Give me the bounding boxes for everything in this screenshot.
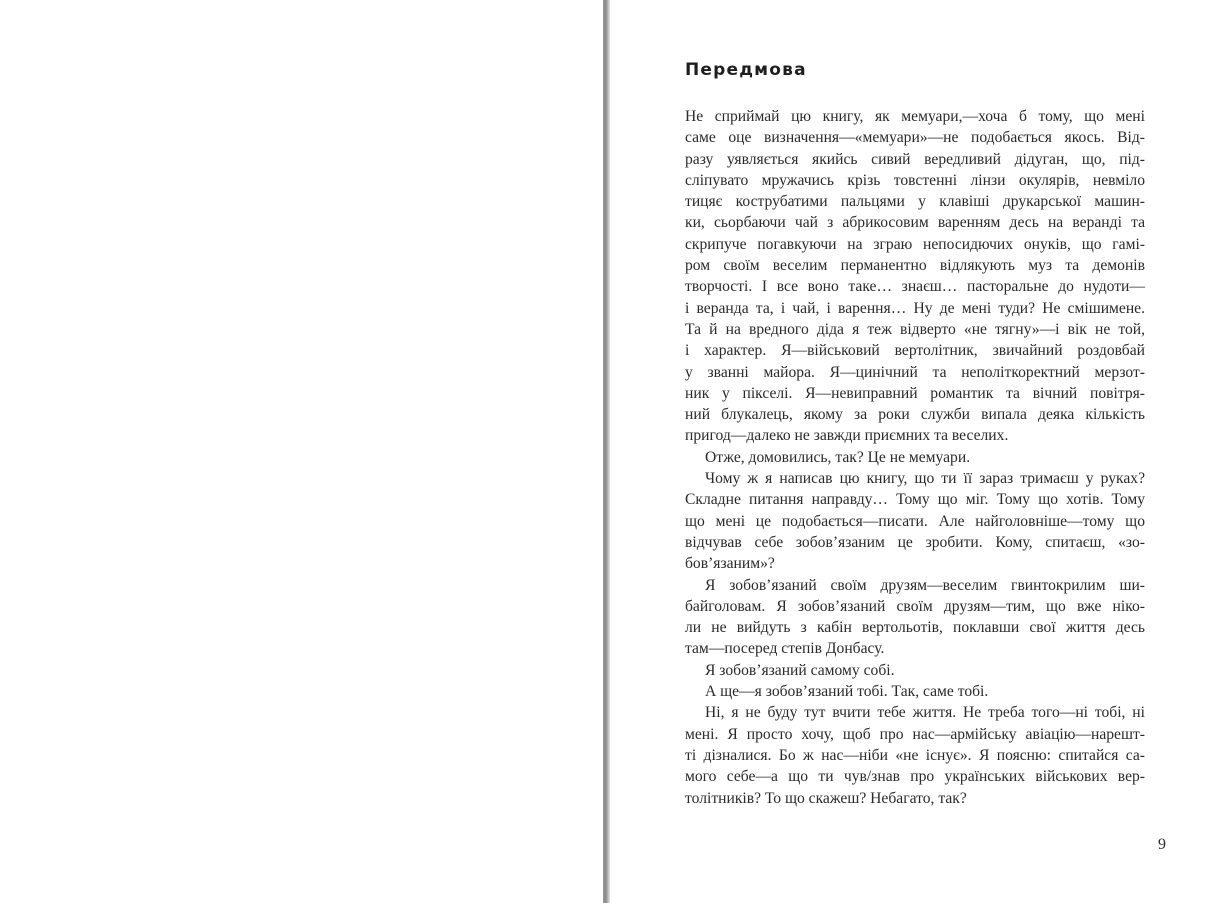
text-line: сліпувато мружачись крізь товстенні лінзи окулярів, невміло bbox=[685, 171, 1145, 189]
text-line: разу уявляється якийсь сивий вередливий дідуган, що, під- bbox=[685, 150, 1145, 168]
text-line: толітників? То що скажеш? Небагато, так? bbox=[685, 789, 967, 807]
text-line: пригод—далеко не завжди приємних та веселих. bbox=[685, 427, 1009, 445]
text-line: ний блукалець, якому за роки служби випала деяка кількість bbox=[685, 406, 1145, 424]
text-line: ті дізналися. Бо ж нас—ніби «не існує». Я поясню: спитайся са- bbox=[685, 746, 1145, 764]
text-line: Складне питання направду… Тому що міг. Тому що хотів. Тому bbox=[685, 491, 1145, 509]
right-page bbox=[610, 0, 1214, 903]
text-line: і характер. Я—військовий вертолітник, звичайний роздовбай bbox=[685, 342, 1145, 360]
text-line: Та й на вредного діда я теж відверто «не тягну»—і вік не той, bbox=[685, 320, 1145, 338]
text-line: байголовам. Я зобов’язаний своїм друзям—тим, що вже ніко- bbox=[685, 597, 1145, 615]
text-line: і веранда та, і чай, і варення… Ну де мені туди? Не смішимене. bbox=[685, 299, 1145, 317]
left-page-blank bbox=[0, 0, 603, 903]
text-line: бов’язаним»? bbox=[685, 555, 775, 573]
text-line: у званні майора. Я—цинічний та неполіткоректний мерзот- bbox=[685, 363, 1145, 381]
text-line: відчував себе зобов’язаним це зробити. Кому, спитаєш, «зо- bbox=[685, 533, 1145, 551]
text-line: Я зобов’язаний самому собі. bbox=[705, 661, 895, 679]
text-line: Не сприймай цю книгу, як мемуари,—хоча б тому, що мені bbox=[685, 108, 1145, 125]
text-line: ром своїм веселим перманентно відлякують муз та демонів bbox=[685, 257, 1145, 275]
text-line: творчості. І все воно таке… знаєш… пасторальне до нудоти— bbox=[685, 278, 1145, 296]
body-text bbox=[685, 106, 1145, 809]
text-line: саме оце визначення—«мемуари»—не подобається якось. Від- bbox=[685, 129, 1145, 147]
text-line: А ще—я зобов’язаний тобі. Так, саме тобі. bbox=[705, 683, 989, 701]
text-line: скрипуче погавкуючи на зграю непосидючих онуків, що гамі- bbox=[685, 235, 1145, 253]
page-number: 9 bbox=[1158, 836, 1166, 853]
text-line: що мені це подобається—писати. Але найголовніше—тому що bbox=[685, 512, 1145, 530]
text-line: Я зобов’язаний своїм друзям—веселим гвинтокрилим ши- bbox=[705, 576, 1145, 594]
text-line: мого себе—а що ти чув/знав про українських військових вер- bbox=[685, 768, 1145, 786]
chapter-title: Передмова bbox=[685, 60, 807, 80]
text-line: ник у пікселі. Я—невиправний романтик та вічний повітря- bbox=[685, 384, 1145, 402]
text-line: Ні, я не буду тут вчити тебе життя. Не треба того—ні тобі, ні bbox=[705, 704, 1145, 722]
text-line: мені. Я просто хочу, щоб про нас—армійську авіацію—нарешт- bbox=[685, 725, 1145, 743]
book-gutter bbox=[603, 0, 610, 903]
text-line: там—посеред степів Донбасу. bbox=[685, 640, 885, 658]
text-line: ки, сьорбаючи чай з абрикосовим варенням десь на веранді та bbox=[685, 214, 1145, 232]
text-line: ли не вийдуть з кабін вертольотів, поклавши свої життя десь bbox=[685, 619, 1145, 637]
text-line: тицяє кострубатими пальцями у клавіші друкарської машин- bbox=[685, 193, 1145, 211]
text-line: Чому ж я написав цю книгу, що ти її зараз тримаєш у руках? bbox=[705, 470, 1145, 488]
text-line: Отже, домовились, так? Це не мемуари. bbox=[705, 448, 971, 466]
